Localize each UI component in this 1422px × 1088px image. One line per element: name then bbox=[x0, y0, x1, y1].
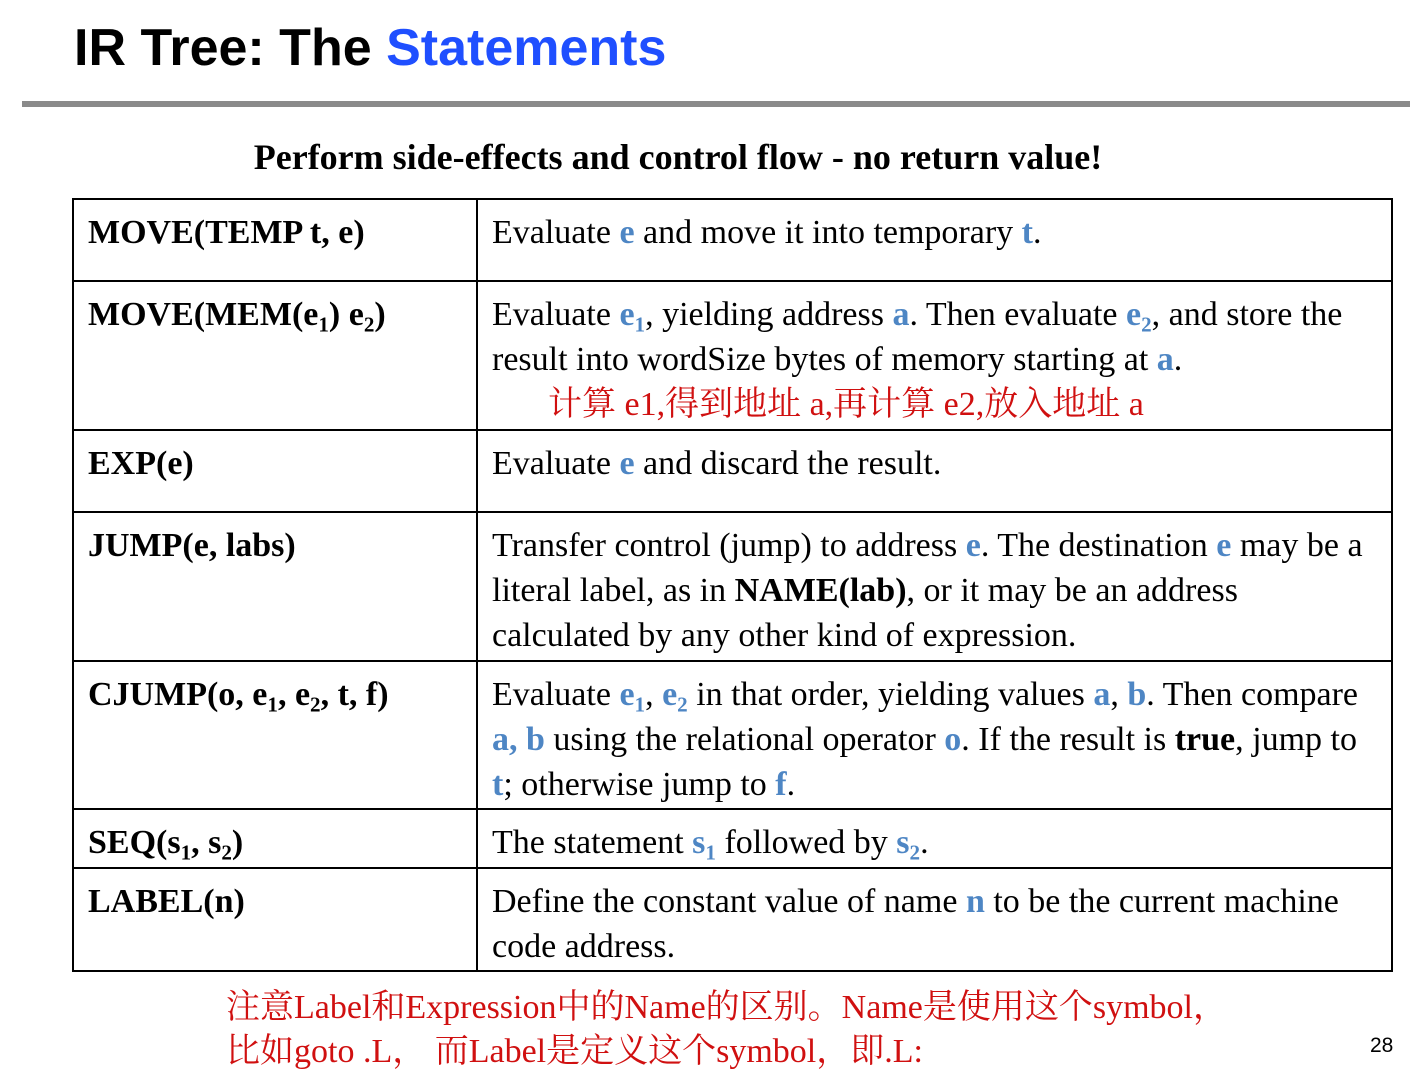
chinese-annotation: 计算 e1,得到地址 a,再计算 e2,放入地址 a bbox=[548, 386, 1144, 423]
statement-description: The statement $s_1$ followed by $s_2$. bbox=[477, 809, 1392, 868]
table-row bbox=[73, 512, 1392, 661]
statement-description: Transfer control (jump) to address e. The destination e may be a literal label, as in NAME(lab), or it may be an address calculated by any other kind of expression. bbox=[477, 512, 1392, 661]
subtitle: Perform side-effects and control flow - no return value! bbox=[253, 137, 1103, 177]
page-title bbox=[74, 18, 666, 78]
statement-name: EXP(e) bbox=[73, 430, 477, 512]
note-line: 注意Label和Expression中的Name的区别。Name是使用这个symbol， bbox=[226, 989, 1227, 1026]
statement-description: Evaluate $e_1$, yielding address a. Then evaluate $e_2$, and store the result into wordSize bytes of memory starting at a. 计算 e1,得到地址 a,再计算 e2,放入地址 a bbox=[477, 281, 1392, 430]
statement-name: CJUMP(o, $e_1$, $e_2$, t, f) bbox=[73, 661, 477, 809]
statement-name: MOVE(TEMP t, e) bbox=[73, 199, 477, 281]
statement-name: JUMP(e, labs) bbox=[73, 512, 477, 661]
statement-description: Define the constant value of name n to be the current machine code address. bbox=[477, 868, 1392, 971]
table-row bbox=[73, 199, 1392, 281]
title-prefix: IR Tree: The bbox=[74, 19, 387, 77]
table-row bbox=[73, 868, 1392, 971]
annotation-note bbox=[226, 986, 1227, 1074]
statement-description: Evaluate e and move it into temporary t. bbox=[477, 199, 1392, 281]
statements-table bbox=[72, 198, 1393, 972]
table-row bbox=[73, 809, 1392, 868]
note-line: 比如goto .L， 而Label是定义这个symbol，即.L: bbox=[226, 1033, 923, 1070]
statement-description: Evaluate $e_1$, $e_2$ in that order, yielding values a, b. Then compare a, b using the relational operator o. If the result is true, jump to t; otherwise jump to f. bbox=[477, 661, 1392, 809]
statement-name: $MOVE(MEM(e_1)$ $e_2$) bbox=[73, 281, 477, 430]
table-row bbox=[73, 661, 1392, 809]
statement-name: LABEL(n) bbox=[73, 868, 477, 971]
title-highlight: Statements bbox=[386, 19, 667, 77]
page-number: 28 bbox=[1370, 1034, 1394, 1057]
table-row bbox=[73, 281, 1392, 430]
table-row bbox=[73, 430, 1392, 512]
statement-name: $SEQ(s_1$, $s_2$) bbox=[73, 809, 477, 868]
title-divider bbox=[22, 101, 1410, 107]
statement-description: Evaluate e and discard the result. bbox=[477, 430, 1392, 512]
